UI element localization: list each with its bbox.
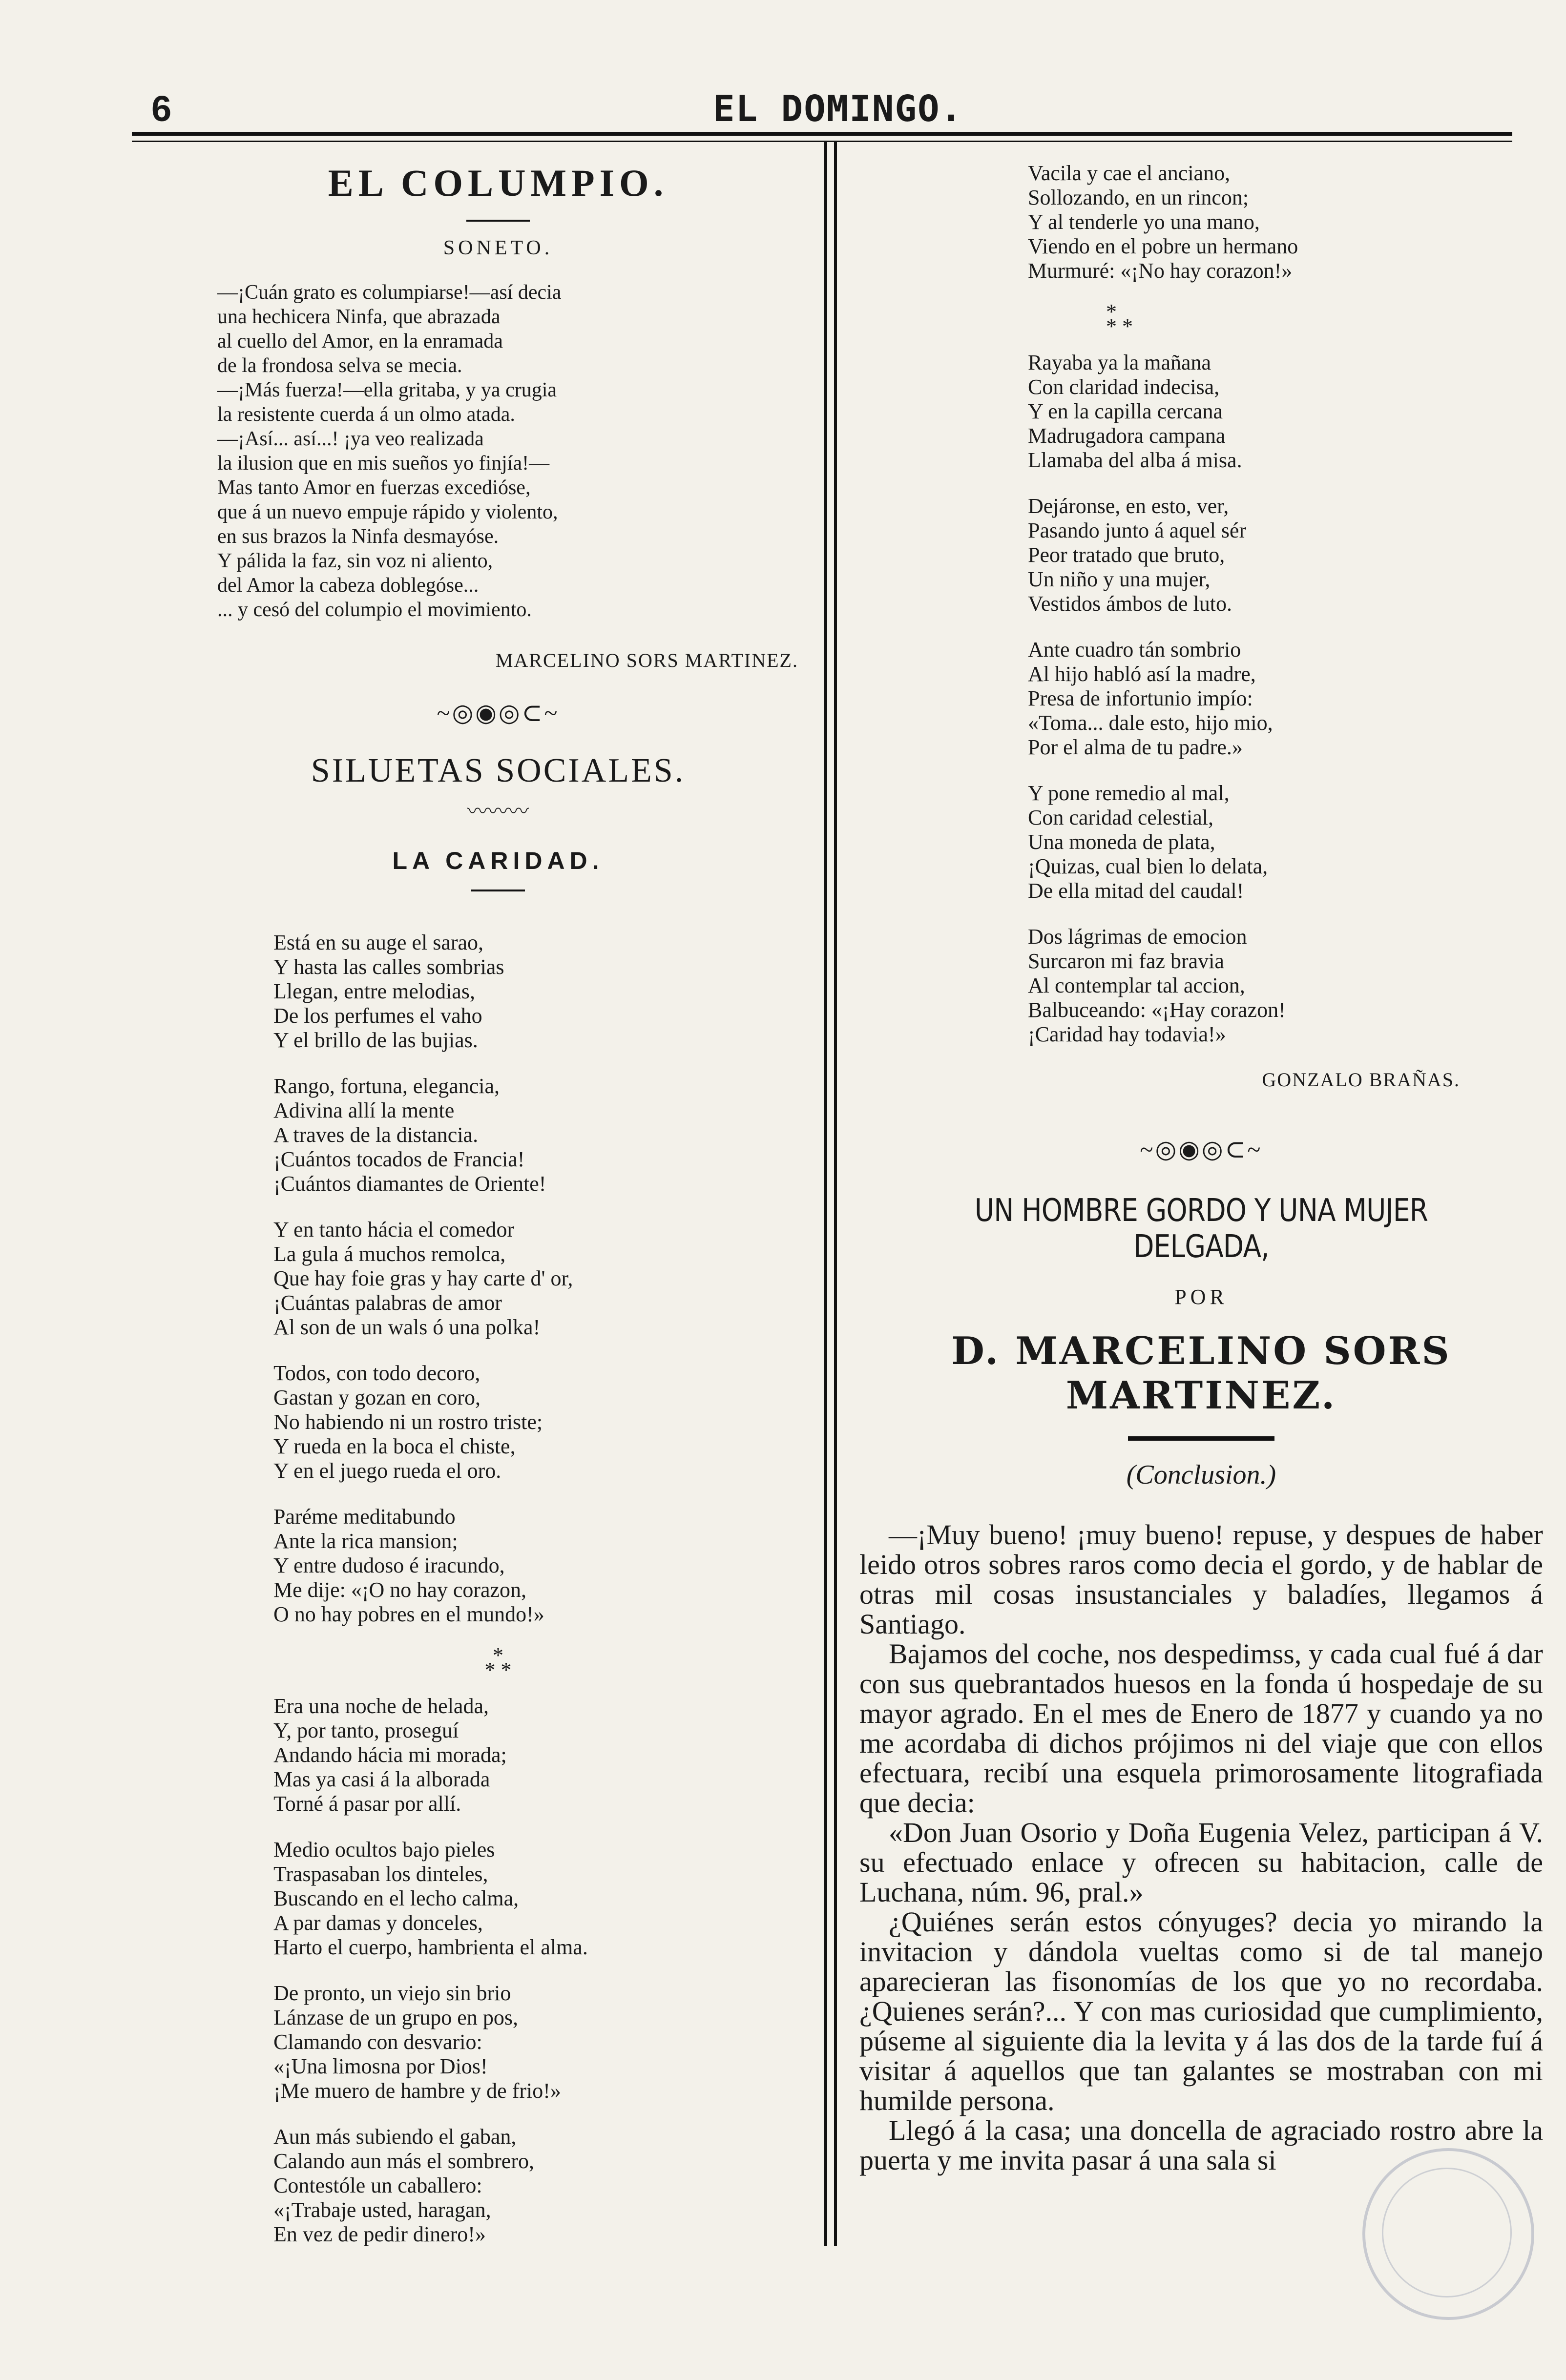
stanza: Medio ocultos bajo pieles Traspasaban los dinteles, Buscando en el lecho calma, A par damas y donceles, Harto el cuerpo, hambrienta el alma. [273,1838,588,1959]
stanza: Y pone remedio al mal, Con caridad celestial, Una moneda de plata, ¡Quizas, cual bien lo delata, De ella mitad del caudal! [1028,781,1268,903]
stanza: Ante cuadro tán sombrio Al hijo habló así la madre, Presa de infortunio impío: «Toma... dale esto, hijo mio, Por el alma de tu padre.» [1028,638,1273,759]
sonnet-text: —¡Cuán grato es columpiarse!—así decia una hechicera Ninfa, que abrazada al cuello del Amor, en la enramada de la frondosa selva se mecia. —¡Más fuerza!—ella gritaba, y ya crugia la resistente cuerda á un olmo atada. —¡Así... así...! ¡ya veo realizada la ilusion que en mis sueños yo finjía!— Mas tanto Amor en fuerzas excedióse, que á un nuevo empuje rápido y violento, en sus brazos la Ninfa desmayóse. Y pálida la faz, sin voz ni aliento, del Amor la cabeza doblegóse... ... y cesó del columpio el movimiento. [217,281,562,621]
paragraph: ¿Quiénes serán estos cónyuges? decia yo mirando la invitacion y dándola vueltas como si de tal manejo aparecieran las fisonomías de los que yo no recordaba. ¿Quienes serán?... Y con mas curiosidad que cumplimiento, púseme al siguiente dia la levita y á las dos de la tarde fuí á visitar á aquellos que tan galantes se mostraban con mi humilde persona. [859,1906,1543,2116]
poem-subtitle: LA CARIDAD. [392,847,604,874]
stanza: De pronto, un viejo sin brio Lánzase de un grupo en pos, Clamando con desvario: «¡Una limosna por Dios! ¡Me muero de hambre y de frio!» [273,1981,561,2103]
stanza: Aun más subiendo el gaban, Calando aun más el sombrero, Contestóle un caballero: «¡Trabaje usted, haragan, En vez de pedir dinero!» [273,2125,534,2246]
paragraph: Llegó á la casa; una doncella de agraciado rostro abre la puerta y me invita pasar á una sala si [859,2114,1543,2176]
newspaper-name: EL DOMINGO. [713,88,963,130]
stanza: Dos lágrimas de emocion Surcaron mi faz bravia Al contemplar tal accion, Balbuceando: «¡Hay corazon! ¡Caridad hay todavia!» [1028,925,1286,1046]
byline-por: POR [1174,1285,1228,1309]
asterism: * * * [484,1643,512,1682]
right-column [859,161,1543,2175]
stanza: Vacila y cae el anciano, Sollozando, en un rincon; Y al tenderle yo una mano, Viendo en el pobre un hermano Murmuré: «¡No hay corazon!» [1028,161,1298,283]
poem-title: EL COLUMPIO. [328,162,668,204]
paragraph: Bajamos del coche, nos despedimss, y cada cual fué á dar con sus quebrantados huesos en la fonda ú hospedaje de su mayor agrado. En el mes de Enero de 1877 y cuando ya no me acordaba di dichos prójimos ni del viaje que con ellos efectuara, recibí una esquela primorosamente litografiada que decia: [859,1638,1543,1819]
poem-form: SONETO. [443,237,553,259]
paragraph: —¡Muy bueno! ¡muy bueno! repuse, y despues de haber leido otros sobres raros como decia el gordo, y de hablar de otras mil cosas insustanciales y baladíes, llegamos á Santiago. [859,1519,1543,1640]
stanza: Paréme meditabundo Ante la rica mansion; Y entre dudoso é iracundo, Me dije: «¡O no hay corazon, O no hay pobres en el mundo!» [273,1505,544,1626]
stanza: Rango, fortuna, elegancia, Adivina allí la mente A traves de la distancia. ¡Cuántos tocados de Francia! ¡Cuántos diamantes de Oriente! [273,1074,546,1196]
masthead-rule [132,132,1512,142]
section-title: SILUETAS SOCIALES. [311,752,686,789]
stanza: Y en tanto hácia el comedor La gula á muchos remolca, Que hay foie gras y hay carte d' or, ¡Cuántas palabras de amor Al son de un wals ó una polka! [273,1218,573,1339]
conclusion-label: (Conclusion.) [1126,1460,1276,1490]
poem-continuation [1028,161,1543,1047]
wavy-rule: 〰〰〰 [467,801,529,823]
poem-author: MARCELINO SORS MARTINEZ. [495,649,798,671]
asterism: * * * [1106,300,1133,338]
poem-body [273,931,791,2247]
ornament-divider: ~◎◉◎⊂~ [437,699,560,726]
column-divider [824,142,837,2246]
paragraph: «Don Juan Osorio y Doña Eugenia Velez, participan á V. su efectuado enlace y ofrecen su habitacion, calle de Luchana, núm. 96, pral.» [859,1817,1543,1908]
page-number: 6 [151,88,172,129]
subtitle-rule [471,890,525,891]
poem-author: GONZALO BRAÑAS. [1262,1069,1460,1091]
story-title: UN HOMBRE GORDO Y UNA MUJER DELGADA, [974,1193,1428,1265]
left-column [205,161,798,2268]
stanza: Dejáronse, en esto, ver, Pasando junto á aquel sér Peor tratado que bruto, Un niño y una mujer, Vestidos ámbos de luto. [1028,494,1247,616]
stanza: Está en su auge el sarao, Y hasta las calles sombrias Llegan, entre melodias, De los perfumes el vaho Y el brillo de las bujias. [273,931,504,1052]
title-rule [466,220,530,222]
stanza: Todos, con todo decoro, Gastan y gozan en coro, No habiendo ni un rostro triste; Y rueda en la boca el chiste, Y en el juego rueda el oro. [273,1361,543,1483]
library-stamp-inner [1382,2168,1512,2297]
story-byline: D. MARCELINO SORS MARTINEZ. [951,1329,1451,1418]
byline-rule [1128,1436,1274,1441]
ornament-divider: ~◎◉◎⊂~ [1140,1136,1263,1163]
stanza: Rayaba ya la mañana Con claridad indecisa, Y en la capilla cercana Madrugadora campana Llamaba del alba á misa. [1028,351,1242,472]
masthead [132,83,1512,142]
stanza: Era una noche de helada, Y, por tanto, proseguí Andando hácia mi morada; Mas ya casi á la alborada Torné á pasar por allí. [273,1694,507,1816]
